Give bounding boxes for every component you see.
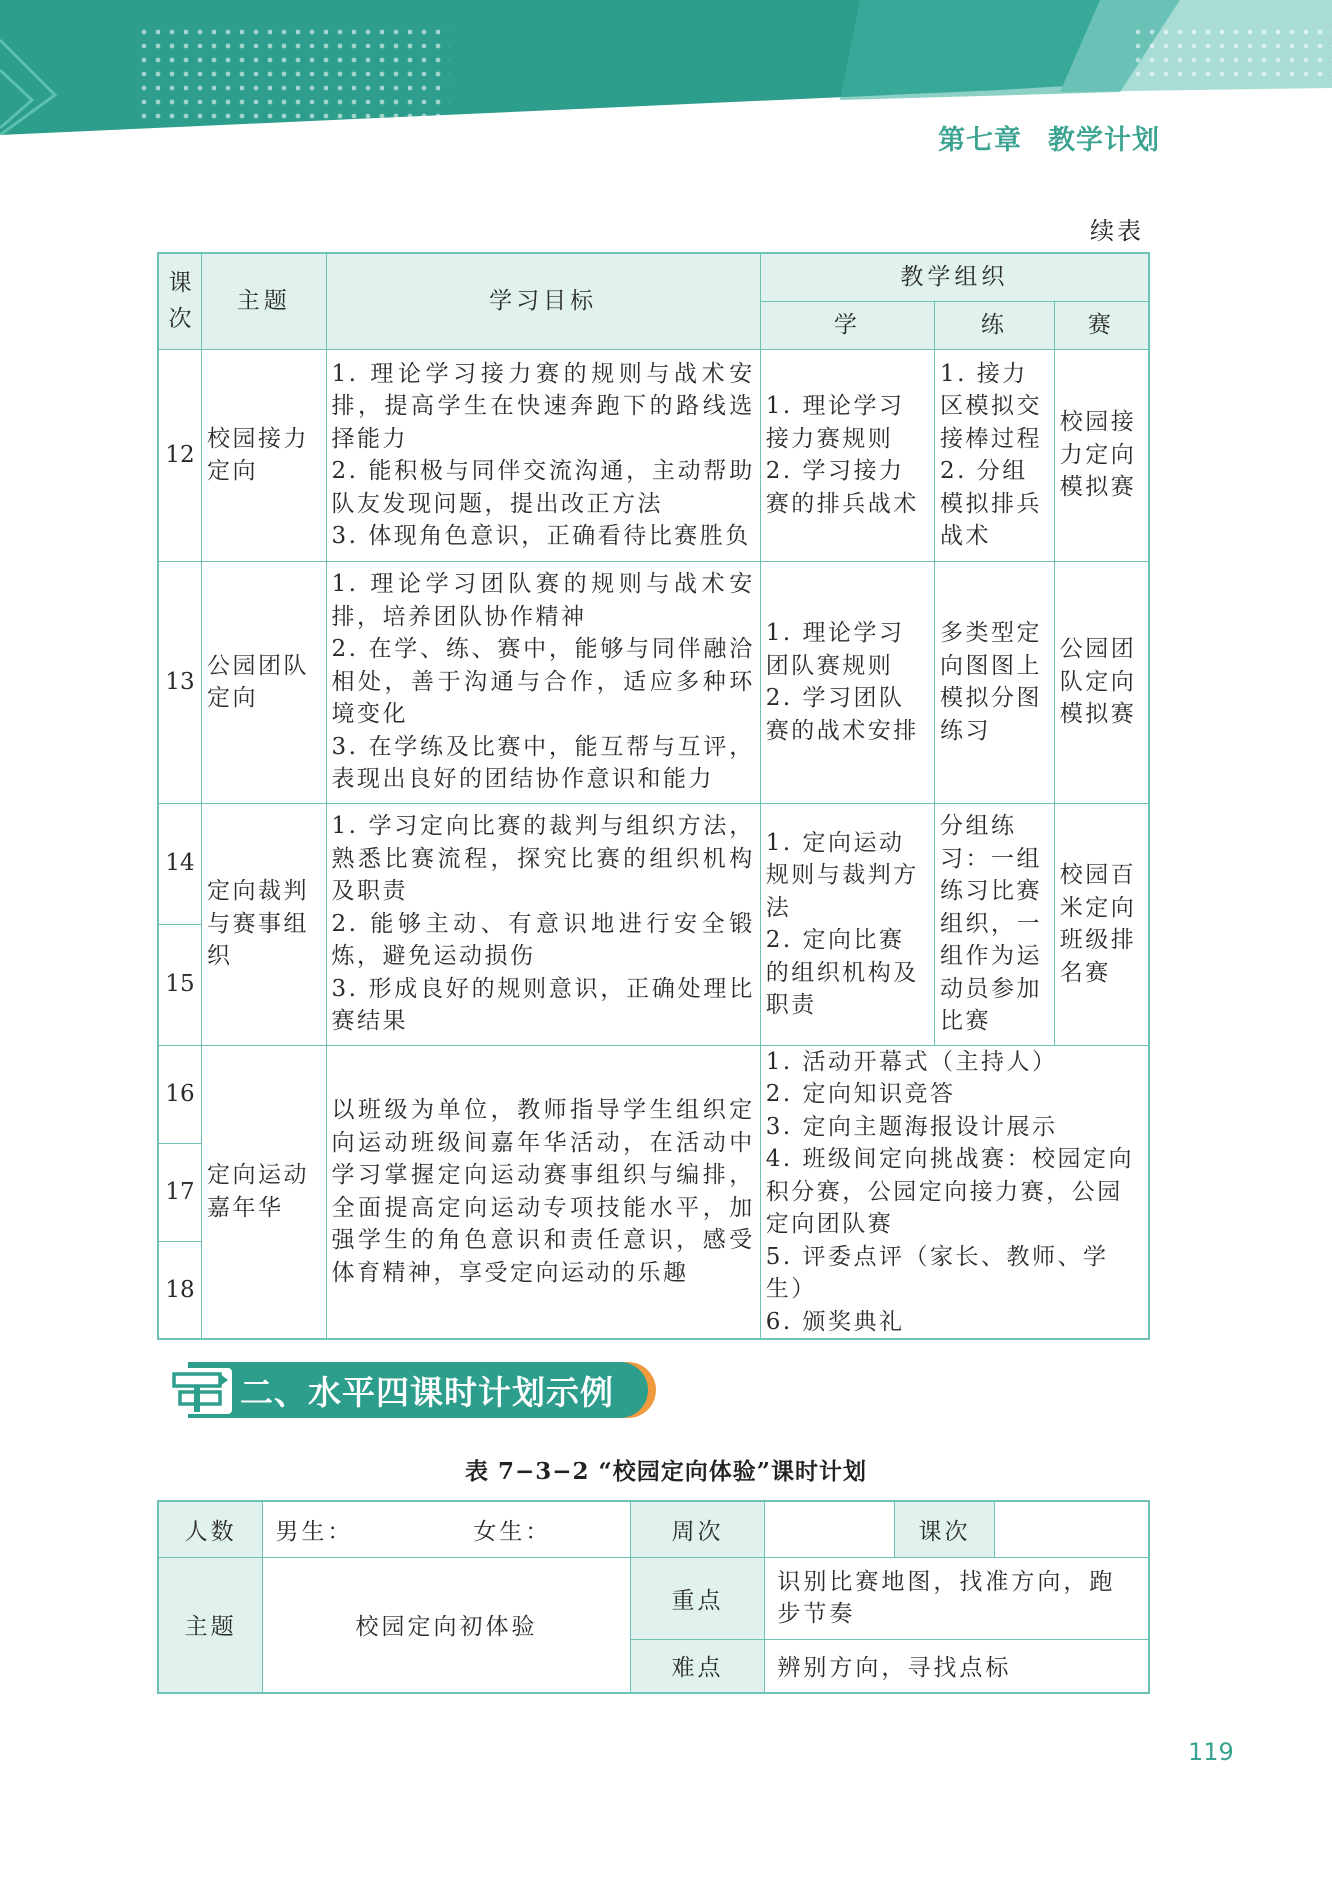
activity-item: 3. 定向主题海报设计展示 — [765, 1113, 1058, 1140]
activity-item: 6. 颁奖典礼 — [765, 1308, 905, 1335]
objective-item: 3. 在学练及比赛中，能互帮与互评，表现出良好的团结协作意识和能力 — [331, 733, 755, 793]
learn-item: 1. 定向运动规则与裁判方法 — [765, 829, 919, 921]
lesson-number: 17 — [158, 1143, 201, 1241]
week-value — [765, 1501, 895, 1557]
learn-item: 1. 理论学习团队赛规则 — [765, 620, 905, 679]
objectives-cell — [326, 349, 760, 561]
practice-cell — [935, 349, 1055, 561]
lesson-value — [994, 1501, 1149, 1557]
activity-item: 5. 评委点评（家长、教师、学生） — [765, 1243, 1109, 1302]
objective-item: 2. 在学、练、赛中，能够与同伴融洽相处，善于沟通与合作，适应多种环境变化 — [331, 636, 755, 728]
learn-item: 1. 理论学习接力赛规则 — [765, 393, 905, 452]
topic-cell: 定向运动嘉年华 — [201, 1045, 326, 1339]
practice-item: 1. 接力区模拟交接棒过程 — [940, 360, 1043, 452]
header-banner — [0, 0, 1332, 135]
header-objectives: 学习目标 — [326, 253, 760, 349]
difficulty-value: 辨别方向，寻找点标 — [765, 1639, 1149, 1693]
objective-item: 3. 形成良好的规则意识，正确处理比赛结果 — [331, 975, 755, 1035]
key-label: 重点 — [630, 1557, 765, 1639]
header-practice: 练 — [935, 301, 1055, 349]
lesson-plan-table — [157, 252, 1150, 1340]
lesson-number: 12 — [158, 349, 201, 561]
objectives-cell — [326, 561, 760, 803]
female-label: 女生： — [473, 1518, 552, 1545]
topic-cell: 校园接力定向 — [201, 349, 326, 561]
male-label: 男生： — [275, 1518, 354, 1545]
compete-cell: 公园团队定向模拟赛 — [1054, 561, 1149, 803]
section-title: 二、水平四课时计划示例 — [240, 1373, 614, 1412]
learn-cell — [760, 803, 934, 1045]
gender-cell — [263, 1501, 630, 1557]
people-label: 人数 — [158, 1501, 263, 1557]
lesson-number: 14 — [158, 803, 201, 924]
header-lesson — [158, 253, 201, 349]
topic-cell: 定向裁判与赛事组织 — [201, 803, 326, 1045]
table-row — [158, 803, 1149, 924]
practice-cell: 多类型定向图图上模拟分图练习 — [935, 561, 1055, 803]
continued-label: 续表 — [1090, 217, 1144, 245]
objective-item: 1. 理论学习接力赛的规则与战术安排，提高学生在快速奔跑下的路线选择能力 — [331, 360, 755, 452]
table-caption: 表 7−3−2 “校园定向体验”课时计划 — [464, 1458, 868, 1485]
learn-cell — [760, 561, 934, 803]
objective-item: 1. 学习定向比赛的裁判与组织方法，熟悉比赛流程，探究比赛的组织机构及职责 — [331, 813, 755, 905]
topic-value: 校园定向初体验 — [263, 1557, 630, 1693]
week-label: 周次 — [630, 1501, 765, 1557]
learn-item: 2. 定向比赛的组织机构及职责 — [765, 927, 919, 1018]
header-lesson-label: 课次 — [168, 270, 192, 333]
practice-cell: 分组练习：一组练习比赛组织，一组作为运动员参加比赛 — [935, 803, 1055, 1045]
key-value: 识别比赛地图，找准方向，跑步节奏 — [765, 1557, 1149, 1639]
page-number: 119 — [1188, 1738, 1234, 1766]
header-organization: 教学组织 — [760, 253, 1149, 301]
objective-item: 3. 体现角色意识，正确看待比赛胜负 — [331, 523, 751, 549]
objective-item: 1. 理论学习团队赛的规则与战术安排，培养团队协作精神 — [331, 571, 755, 630]
learn-cell — [760, 349, 934, 561]
topic-cell: 公园团队定向 — [201, 561, 326, 803]
compete-cell: 校园百米定向班级排名赛 — [1054, 803, 1149, 1045]
topic-label: 主题 — [158, 1557, 263, 1693]
objective-item: 2. 能积极与同伴交流沟通，主动帮助队友发现问题，提出改正方法 — [331, 458, 755, 517]
objective-item: 2. 能够主动、有意识地进行安全锻炼，避免运动损伤 — [331, 910, 755, 970]
practice-item: 2. 分组模拟排兵战术 — [940, 458, 1043, 549]
lesson-detail-table — [157, 1500, 1150, 1694]
activity-item: 4. 班级间定向挑战赛：校园定向积分赛，公园定向接力赛，公园定向团队赛 — [765, 1146, 1134, 1237]
lesson-number: 16 — [158, 1045, 201, 1143]
table-row — [158, 561, 1149, 803]
lesson-label: 课次 — [895, 1501, 995, 1557]
objectives-cell — [326, 803, 760, 1045]
activities-cell — [760, 1045, 1149, 1339]
difficulty-label: 难点 — [630, 1639, 765, 1693]
lesson-number: 13 — [158, 561, 201, 803]
chapter-number: 第七章 — [938, 125, 1022, 156]
compete-cell: 校园接力定向模拟赛 — [1054, 349, 1149, 561]
header-compete: 赛 — [1054, 301, 1149, 349]
header-topic: 主题 — [201, 253, 326, 349]
lesson-number: 18 — [158, 1241, 201, 1339]
chapter-heading — [938, 118, 1160, 157]
activity-item: 1. 活动开幕式（主持人） — [765, 1048, 1058, 1075]
objectives-cell: 以班级为单位，教师指导学生组织定向运动班级间嘉年华活动，在活动中学习掌握定向运动赛事组织与编排，全面提高定向运动专项技能水平，加强学生的角色意识和责任意识，感受体育精神，享受定向运动的乐趣 — [326, 1045, 760, 1339]
table-row — [158, 349, 1149, 561]
activity-item: 2. 定向知识竞答 — [765, 1081, 956, 1107]
table-row — [158, 1045, 1149, 1143]
lesson-number: 15 — [158, 924, 201, 1045]
learn-item: 2. 学习团队赛的战术安排 — [765, 685, 919, 744]
learn-item: 2. 学习接力赛的排兵战术 — [765, 458, 919, 517]
header-learn: 学 — [760, 301, 934, 349]
chapter-title: 教学计划 — [1048, 125, 1160, 156]
